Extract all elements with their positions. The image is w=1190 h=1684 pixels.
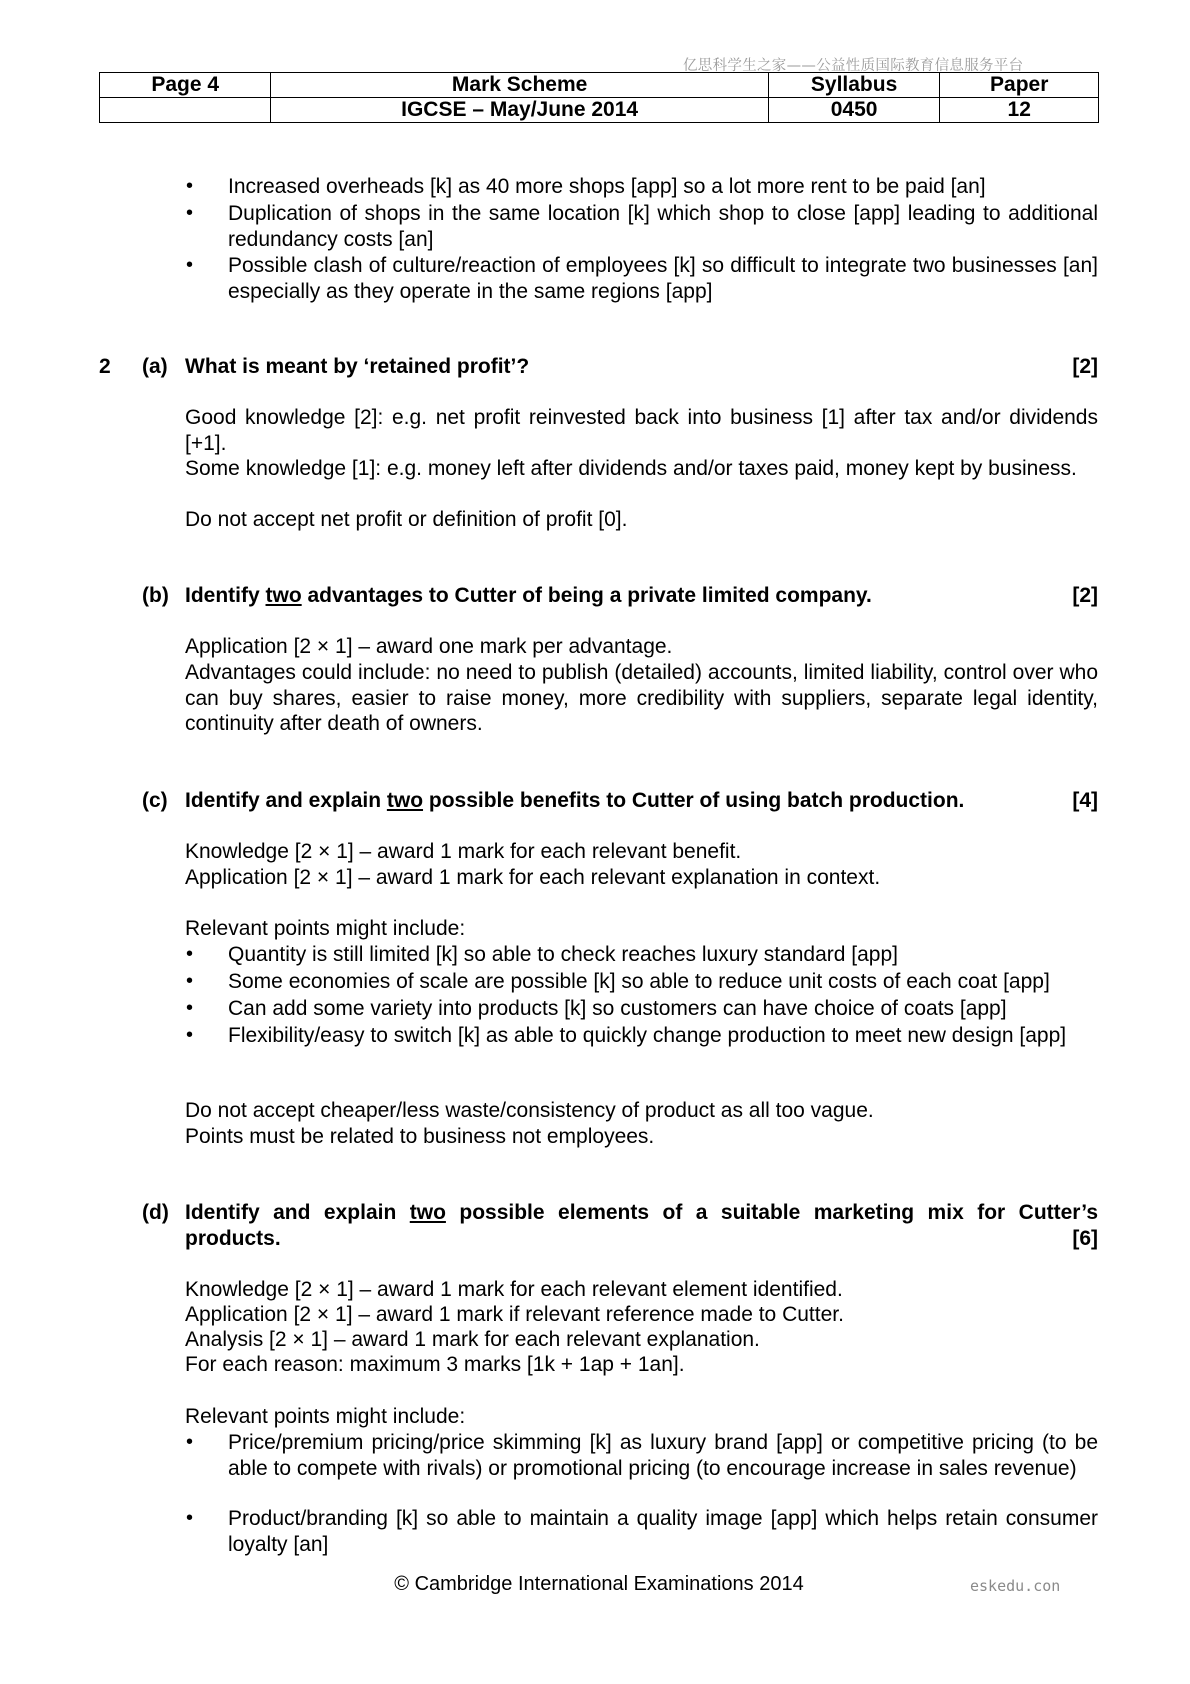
- bullet: •: [186, 1507, 194, 1529]
- question-d-pre: Identify and explain: [185, 1201, 410, 1224]
- bullet: •: [186, 175, 194, 197]
- bullet: •: [186, 1431, 194, 1453]
- watermark-top: 亿思科学生之家——公益性质国际教育信息服务平台: [683, 58, 1024, 74]
- question-c-emph: two: [386, 789, 424, 812]
- header-row-2: [100, 98, 1099, 123]
- c-bullet-1: Quantity is still limited [k] so able to check reaches luxury standard [app]: [228, 943, 898, 966]
- intro-bullet-1: Increased overheads [k] as 40 more shops [app] so a lot more rent to be paid [an]: [228, 175, 986, 198]
- a-line-3: Do not accept net profit or definition of profit [0].: [185, 508, 628, 531]
- bullet: •: [186, 254, 194, 276]
- question-b-pre: Identify: [185, 584, 266, 607]
- d-bullet-1: Price/premium pricing/price skimming [k] as luxury brand [app] or competitive pricing (to be able to compete with rivals) or promotional pricing (to encourage increase in sales revenue): [228, 1431, 1098, 1480]
- question-c-post: possible benefits to Cutter of using batch production.: [423, 789, 965, 812]
- c-bullet-4: Flexibility/easy to switch [k] as able to quickly change production to meet new design [app]: [228, 1024, 1067, 1047]
- marks-c: [4]: [1072, 789, 1098, 812]
- watermark-bottom: eskedu.con: [970, 1577, 1061, 1595]
- paper-number: 12: [940, 98, 1099, 123]
- c-relevant: Relevant points might include:: [185, 917, 466, 940]
- a-line-1: Good knowledge [2]: e.g. net profit reinvested back into business [1] after tax and/or dividends [+1].: [185, 406, 1098, 455]
- c-line-2: Application [2 × 1] – award 1 mark for each relevant explanation in context.: [185, 866, 881, 889]
- mark-scheme-label: Mark Scheme: [271, 73, 768, 98]
- question-b-emph: two: [265, 584, 302, 607]
- bullet: •: [186, 202, 194, 224]
- question-d-post: possible elements of a suitable marketing mix for Cutter’s products.: [185, 1201, 1098, 1250]
- c-bullet-3: Can add some variety into products [k] so customers can have choice of coats [app]: [228, 997, 1007, 1020]
- page-number: Page 4: [100, 73, 271, 98]
- question-d-emph: two: [409, 1201, 446, 1224]
- marks-b: [2]: [1072, 584, 1098, 607]
- bullet: •: [186, 943, 194, 965]
- bullet: •: [186, 997, 194, 1019]
- d-line-4: For each reason: maximum 3 marks [1k + 1ap + 1an].: [185, 1353, 685, 1376]
- part-label-c: (c): [142, 789, 168, 812]
- part-label-a: (a): [142, 355, 168, 378]
- question-b: [185, 583, 1045, 609]
- part-label-d: (d): [142, 1201, 169, 1224]
- question-d: [185, 1200, 1098, 1251]
- marks-d: [6]: [1072, 1227, 1098, 1250]
- question-c: [185, 788, 1045, 814]
- d-relevant: Relevant points might include:: [185, 1405, 466, 1428]
- question-c-pre: Identify and explain: [185, 789, 387, 812]
- d-line-3: Analysis [2 × 1] – award 1 mark for each relevant explanation.: [185, 1328, 760, 1351]
- b-line-1: Application [2 × 1] – award one mark per advantage.: [185, 635, 673, 658]
- c-note-2: Points must be related to business not employees.: [185, 1125, 655, 1148]
- d-line-1: Knowledge [2 × 1] – award 1 mark for each relevant element identified.: [185, 1278, 843, 1301]
- header-table: [99, 72, 1099, 123]
- paper-label: Paper: [940, 73, 1099, 98]
- b-line-2: Advantages could include: no need to publish (detailed) accounts, limited liability, control over who can buy shares, easier to raise money, more credibility with suppliers, separate legal identity, continuity after death of owners.: [185, 661, 1098, 735]
- syllabus-code: 0450: [768, 98, 940, 123]
- d-bullet-2: Product/branding [k] so able to maintain a quality image [app] which helps retain consumer loyalty [an]: [228, 1507, 1098, 1556]
- header-row-1: [100, 73, 1099, 98]
- bullet: •: [186, 1024, 194, 1046]
- intro-bullet-3: Possible clash of culture/reaction of employees [k] so difficult to integrate two businesses [an] especially as they operate in the same regions [app]: [228, 254, 1098, 303]
- exam-title: IGCSE – May/June 2014: [271, 98, 768, 123]
- question-b-post: advantages to Cutter of being a private limited company.: [301, 584, 872, 607]
- bullet: •: [186, 970, 194, 992]
- marks-a: [2]: [1072, 355, 1098, 378]
- intro-bullet-2: Duplication of shops in the same location [k] which shop to close [app] leading to additional redundancy costs [an]: [228, 202, 1098, 251]
- a-line-2: Some knowledge [1]: e.g. money left after dividends and/or taxes paid, money kept by business.: [185, 457, 1077, 480]
- empty-cell: [100, 98, 271, 123]
- syllabus-label: Syllabus: [768, 73, 940, 98]
- c-line-1: Knowledge [2 × 1] – award 1 mark for each relevant benefit.: [185, 840, 742, 863]
- footer-text: © Cambridge International Examinations 2014: [394, 1573, 804, 1595]
- c-bullet-2: Some economies of scale are possible [k] so able to reduce unit costs of each coat [app]: [228, 970, 1050, 993]
- d-line-2: Application [2 × 1] – award 1 mark if relevant reference made to Cutter.: [185, 1303, 844, 1326]
- part-label-b: (b): [142, 584, 169, 607]
- c-note-1: Do not accept cheaper/less waste/consistency of product as all too vague.: [185, 1099, 874, 1122]
- question-number: 2: [99, 355, 111, 378]
- question-a: What is meant by ‘retained profit’?: [185, 355, 530, 378]
